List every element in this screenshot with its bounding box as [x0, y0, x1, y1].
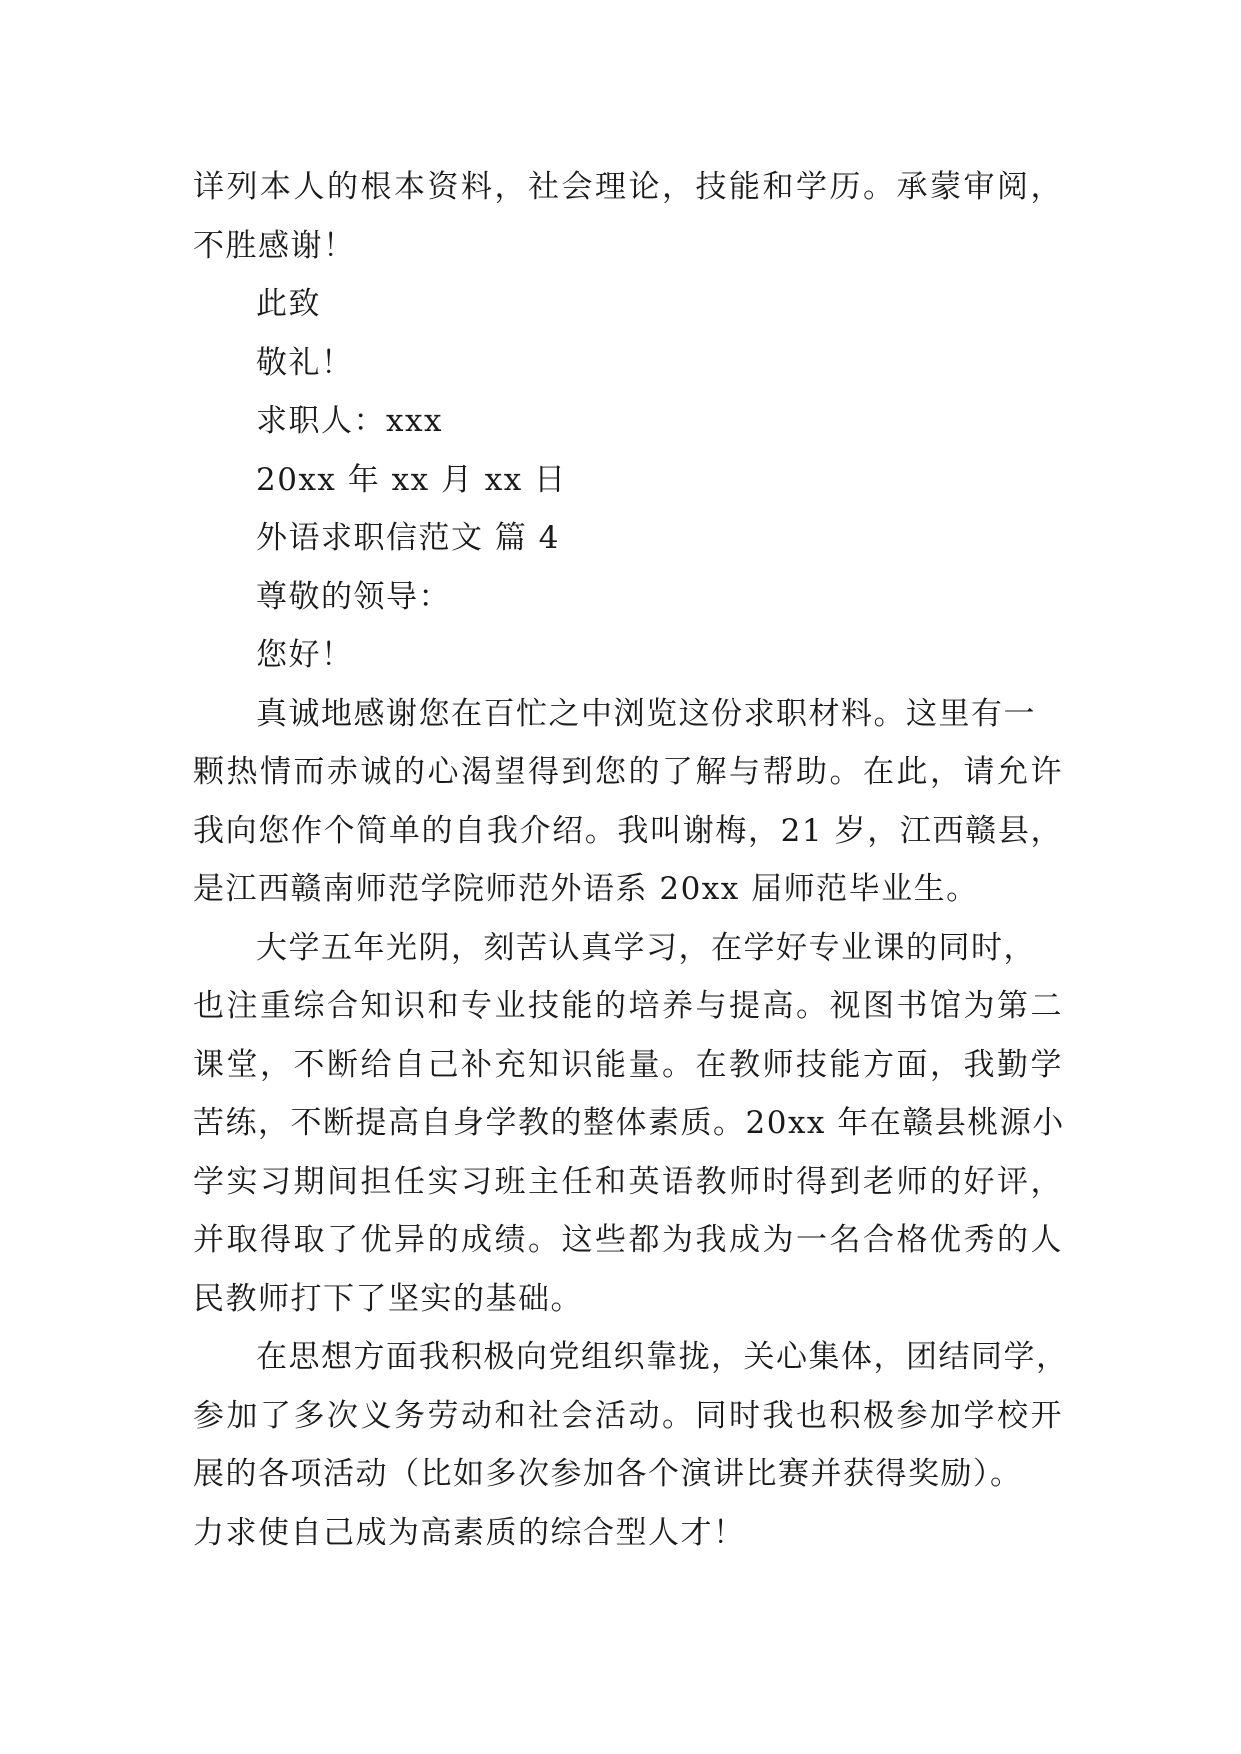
text-line: 并取得取了优异的成绩。这些都为我成为一名合格优秀的人: [193, 1222, 1063, 1258]
text-line: 不胜感谢！: [193, 227, 356, 264]
text-line: 详列本人的根本资料，社会理论，技能和学历。承蒙审阅，: [193, 169, 1063, 205]
text-line: 参加了多次义务劳动和社会活动。同时我也积极参加学校开: [193, 1397, 1063, 1434]
text-line: 我向您作个简单的自我介绍。我叫谢梅，21 岁，江西赣县，: [193, 812, 1063, 849]
greeting-recipient: 尊敬的领导：: [256, 578, 451, 615]
text-line: 力求使自己成为高素质的综合型人才！: [193, 1514, 746, 1551]
text-line: 学实习期间担任实习班主任和英语教师时得到老师的好评，: [193, 1163, 1063, 1200]
text-line: 是江西赣南师范学院师范外语系 20xx 届师范毕业生。: [193, 871, 979, 907]
text-line: 颗热情而赤诚的心渴望得到您的了解与帮助。在此，请允许: [193, 754, 1063, 790]
applicant-signature: 求职人：xxx: [256, 403, 443, 439]
text-line: 真诚地感谢您在百忙之中浏览这份求职材料。这里有一: [256, 695, 1036, 732]
section-heading: 外语求职信范文 篇 4: [256, 520, 560, 556]
text-line: 展的各项活动（比如多次参加各个演讲比赛并获得奖励）。: [193, 1456, 1023, 1492]
text-line: 苦练，不断提高自身学教的整体素质。20xx 年在赣县桃源小: [193, 1105, 1065, 1141]
text-line: 也注重综合知识和专业技能的培养与提高。视图书馆为第二: [193, 988, 1063, 1024]
document-body: [193, 158, 1069, 1562]
text-line: 在思想方面我积极向党组织靠拢，关心集体，团结同学，: [256, 1339, 1069, 1375]
text-line: 大学五年光阴，刻苦认真学习，在学好专业课的同时，: [256, 929, 1036, 966]
greeting-hello: 您好！: [256, 637, 354, 673]
letter-date: 20xx 年 xx 月 xx 日: [256, 461, 567, 498]
text-line: 民教师打下了坚实的基础。: [193, 1280, 583, 1317]
text-line: 课堂，不断给自己补充知识能量。在教师技能方面，我勤学: [193, 1046, 1063, 1083]
closing-respect: 敬礼！: [256, 344, 354, 381]
closing-salutation: 此致: [256, 286, 321, 322]
